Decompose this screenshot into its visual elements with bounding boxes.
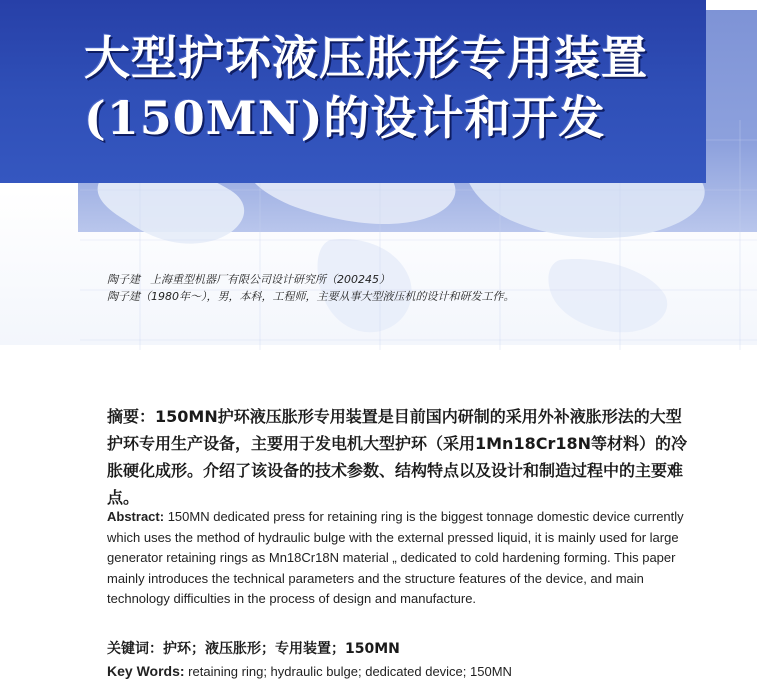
keywords-chinese-text: 护环；液压胀形；专用装置；150MN — [163, 641, 400, 657]
keywords-english-label: Key Words: — [107, 663, 185, 679]
abstract-english-label: Abstract: — [107, 509, 165, 524]
author-info — [107, 271, 515, 305]
title-line-1: 大型护环液压胀形专用装置 — [84, 31, 648, 85]
abstract-chinese-text: 150MN护环液压胀形专用装置是目前国内研制的采用外补液胀形法的大型护环专用生产设备，主要用于发电机大型护环（采用1Mn18Cr18N等材料）的冷胀硬化成形。介绍了该设备的技术参数、结构特点以及设计和制造过程中的主要难点。 — [107, 407, 688, 507]
keywords-chinese — [107, 639, 400, 659]
title-line-2: (150MN)的设计和开发 — [84, 91, 606, 145]
author-affiliation-line — [107, 271, 515, 288]
author-affiliation: 上海重型机器厂有限公司设计研究所（200245） — [150, 273, 390, 286]
abstract-chinese-label: 摘要： — [107, 407, 156, 426]
author-name: 陶子建 — [107, 273, 140, 286]
page-title — [84, 28, 704, 148]
author-bio: 陶子建（1980年～），男，本科，工程师，主要从事大型液压机的设计和研发工作。 — [107, 290, 515, 303]
keywords-english — [107, 661, 512, 682]
abstract-english-text: 150MN dedicated press for retaining ring is the biggest tonnage domestic device currently which uses the method of hydraulic bulge with the external pressed liquid, it is mainly used for large generator retaining rings as Mn18Cr18N material „ dedicated to cold hardening forming. This paper mainly introduces the technical parameters and the structure features of the device, and main technology difficulties in the process of design and manufacture. — [107, 509, 684, 606]
keywords-english-text: retaining ring; hydraulic bulge; dedicated device; 150MN — [188, 664, 512, 679]
abstract-english — [107, 507, 692, 610]
abstract-chinese — [107, 403, 692, 511]
keywords-chinese-label: 关键词： — [107, 641, 163, 657]
